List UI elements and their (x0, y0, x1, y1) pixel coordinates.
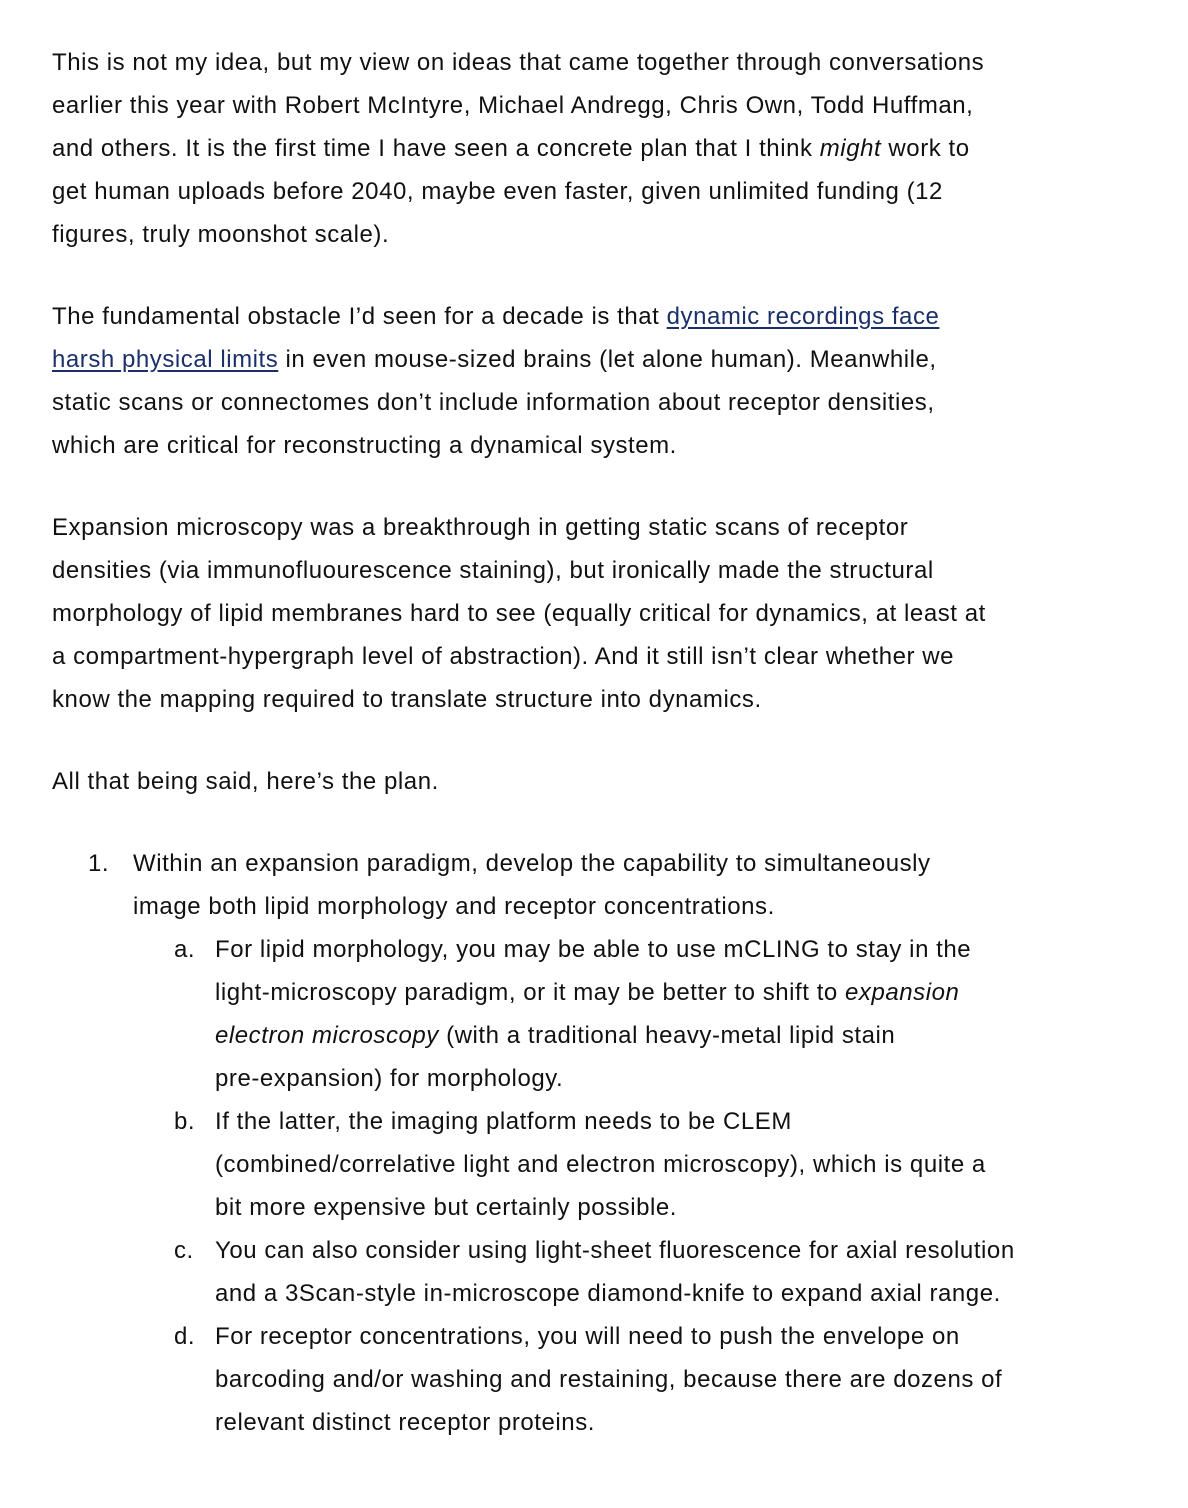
text-segment: Expansion microscopy was a breakthrough in getting static scans of receptor (52, 514, 909, 541)
text-segment: which are critical for reconstructing a dynamical system. (52, 432, 677, 459)
text-line (52, 678, 1188, 721)
text-segment: light-microscopy paradigm, or it may be better to shift to (215, 979, 846, 1006)
text-line (52, 760, 1188, 803)
text-line (52, 592, 1188, 635)
text-segment: densities (via immunofluourescence staining), but ironically made the structural (52, 557, 934, 584)
text-segment: and others. It is the first time I have seen a concrete plan that I think (52, 135, 820, 162)
list-marker: d. (174, 1323, 196, 1350)
text-segment: (combined/correlative light and electron microscopy), which is quite a (215, 1151, 986, 1178)
text-line (52, 170, 1188, 213)
text-segment: work to (881, 135, 970, 162)
paragraph (52, 295, 1188, 467)
text-line (52, 41, 1188, 84)
text-segment: barcoding and/or washing and restaining, because there are dozens of (215, 1366, 1003, 1393)
list-item (52, 928, 1188, 1100)
text-segment: If the latter, the imaging platform needs to be CLEM (215, 1108, 792, 1135)
text-line (215, 1057, 1188, 1100)
text-segment: All that being said, here’s the plan. (52, 768, 439, 795)
text-segment: in even mouse-sized brains (let alone human). Meanwhile, (278, 346, 937, 373)
emphasis-text: expansion (845, 979, 960, 1006)
text-line (52, 338, 1188, 381)
text-line (52, 127, 1188, 170)
text-line (215, 1014, 1188, 1057)
text-segment: relevant distinct receptor proteins. (215, 1409, 595, 1436)
text-line (52, 295, 1188, 338)
paragraphs (52, 41, 1188, 803)
paragraph (52, 506, 1188, 721)
text-line (215, 1229, 1188, 1272)
list-item (52, 842, 1188, 928)
text-segment: bit more expensive but certainly possible. (215, 1194, 677, 1221)
text-line (133, 842, 1188, 885)
text-line (215, 1143, 1188, 1186)
text-segment: For receptor concentrations, you will need to push the envelope on (215, 1323, 960, 1350)
link-dynamic-recordings[interactable]: dynamic recordings face (666, 303, 940, 330)
emphasis-text: electron microscopy (215, 1022, 439, 1049)
text-segment: and a 3Scan-style in-microscope diamond-knife to expand axial range. (215, 1280, 1001, 1307)
paragraph (52, 41, 1188, 256)
text-line (215, 928, 1188, 971)
text-line (52, 506, 1188, 549)
text-segment: know the mapping required to translate structure into dynamics. (52, 686, 762, 713)
text-segment: pre-expansion) for morphology. (215, 1065, 564, 1092)
list-marker: a. (174, 936, 196, 963)
list-item (52, 1315, 1188, 1444)
text-line (52, 84, 1188, 127)
text-segment: earlier this year with Robert McIntyre, Michael Andregg, Chris Own, Todd Huffman, (52, 92, 974, 119)
text-segment: For lipid morphology, you may be able to use mCLING to stay in the (215, 936, 972, 963)
text-line (52, 424, 1188, 467)
text-line (52, 549, 1188, 592)
text-segment: figures, truly moonshot scale). (52, 221, 390, 248)
text-segment: The fundamental obstacle I’d seen for a decade is that (52, 303, 667, 330)
text-line (215, 971, 1188, 1014)
text-line (52, 381, 1188, 424)
link-dynamic-recordings[interactable]: harsh physical limits (52, 346, 279, 373)
text-line (215, 1100, 1188, 1143)
list-item (52, 1100, 1188, 1229)
text-segment: (with a traditional heavy-metal lipid stain (438, 1022, 896, 1049)
text-line (215, 1272, 1188, 1315)
list-marker: b. (174, 1108, 196, 1135)
list-marker: 1. (88, 850, 110, 877)
text-segment: get human uploads before 2040, maybe even faster, given unlimited funding (12 (52, 178, 943, 205)
text-segment: morphology of lipid membranes hard to see (equally critical for dynamics, at least at (52, 600, 986, 627)
text-segment: Within an expansion paradigm, develop the capability to simultaneously (133, 850, 931, 877)
numbered-list (52, 842, 1188, 1444)
text-line (215, 1401, 1188, 1444)
text-segment: static scans or connectomes don’t include information about receptor densities, (52, 389, 935, 416)
text-line (215, 1315, 1188, 1358)
text-line (52, 213, 1188, 256)
text-line (215, 1186, 1188, 1229)
text-segment: This is not my idea, but my view on ideas that came together through conversations (52, 49, 985, 76)
text-line (133, 885, 1188, 928)
list-item (52, 1229, 1188, 1315)
text-segment: a compartment-hypergraph level of abstraction). And it still isn’t clear whether we (52, 643, 955, 670)
text-line (215, 1358, 1188, 1401)
text-segment: You can also consider using light-sheet fluorescence for axial resolution (215, 1237, 1015, 1264)
list-marker: c. (174, 1237, 194, 1264)
emphasis-text: might (819, 135, 882, 162)
text-segment: image both lipid morphology and receptor concentrations. (133, 893, 775, 920)
paragraph (52, 760, 1188, 803)
text-line (52, 635, 1188, 678)
